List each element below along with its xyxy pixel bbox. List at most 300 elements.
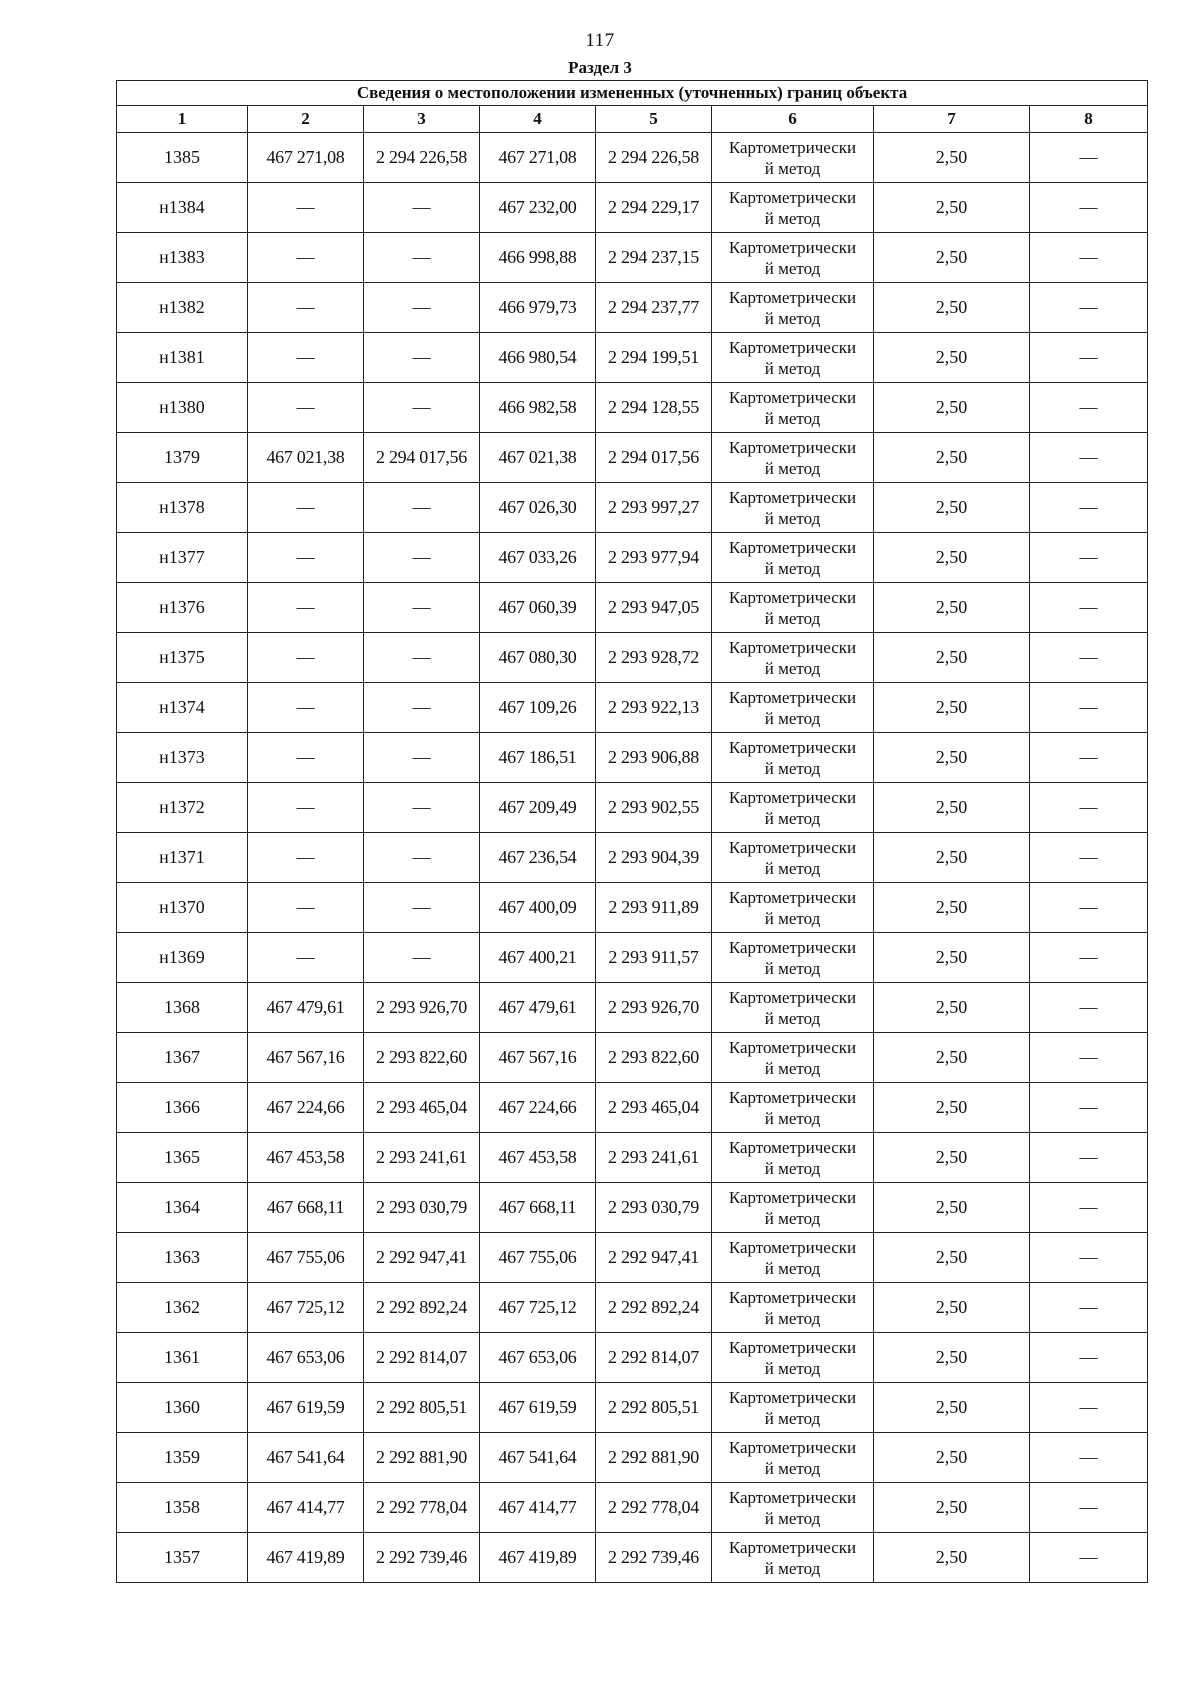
coord-y-cell: 2 292 947,41 <box>596 1233 712 1283</box>
coord-y-cell: — <box>364 533 480 583</box>
point-id-cell: н1383 <box>117 233 248 283</box>
point-id-cell: 1362 <box>117 1283 248 1333</box>
table-row <box>117 1533 1148 1583</box>
method-text-line: Картометрически <box>728 987 857 1007</box>
method-text-line: й метод <box>764 558 821 578</box>
coord-y-cell: 2 293 922,13 <box>596 683 712 733</box>
description-cell: — <box>1030 583 1148 633</box>
description-cell: — <box>1030 933 1148 983</box>
method-text-line: й метод <box>764 858 821 878</box>
method-cell <box>712 183 874 233</box>
coord-x-cell: 467 271,08 <box>248 133 364 183</box>
method-cell <box>712 483 874 533</box>
method-text-line: Картометрически <box>728 1137 857 1157</box>
method-text-line: й метод <box>764 508 821 528</box>
method-text-line: й метод <box>764 1258 821 1278</box>
point-id-cell: 1363 <box>117 1233 248 1283</box>
method-text-line: Картометрически <box>728 787 857 807</box>
coord-x-cell: 467 725,12 <box>248 1283 364 1333</box>
table-row <box>117 883 1148 933</box>
accuracy-cell: 2,50 <box>874 1083 1030 1133</box>
method-text-line: й метод <box>764 358 821 378</box>
coord-y-cell: 2 293 465,04 <box>364 1083 480 1133</box>
coord-x-cell: 467 209,49 <box>480 783 596 833</box>
method-cell <box>712 983 874 1033</box>
coord-y-cell: 2 293 926,70 <box>364 983 480 1033</box>
description-cell: — <box>1030 1133 1148 1183</box>
point-id-cell: н1374 <box>117 683 248 733</box>
method-text-line: й метод <box>764 808 821 828</box>
method-text-line: Картометрически <box>728 637 857 657</box>
point-id-cell: н1370 <box>117 883 248 933</box>
method-text-line: Картометрически <box>728 1337 857 1357</box>
coord-x-cell: 467 400,21 <box>480 933 596 983</box>
accuracy-cell: 2,50 <box>874 783 1030 833</box>
coord-x-cell: 466 980,54 <box>480 333 596 383</box>
table-row <box>117 1183 1148 1233</box>
method-text-line: й метод <box>764 1058 821 1078</box>
accuracy-cell: 2,50 <box>874 633 1030 683</box>
coord-y-cell: — <box>364 633 480 683</box>
method-text-line: й метод <box>764 1458 821 1478</box>
accuracy-cell: 2,50 <box>874 1033 1030 1083</box>
point-id-cell: н1381 <box>117 333 248 383</box>
coord-y-cell: 2 293 977,94 <box>596 533 712 583</box>
method-cell <box>712 283 874 333</box>
method-text-line: й метод <box>764 1508 821 1528</box>
accuracy-cell: 2,50 <box>874 283 1030 333</box>
description-cell: — <box>1030 683 1148 733</box>
point-id-cell: 1365 <box>117 1133 248 1183</box>
method-text-line: й метод <box>764 1008 821 1028</box>
coord-x-cell: 467 653,06 <box>248 1333 364 1383</box>
table-row <box>117 1283 1148 1333</box>
coord-x-cell: — <box>248 383 364 433</box>
point-id-cell: н1382 <box>117 283 248 333</box>
coord-y-cell: 2 292 739,46 <box>596 1533 712 1583</box>
method-text-line: Картометрически <box>728 837 857 857</box>
point-id-cell: 1359 <box>117 1433 248 1483</box>
method-text-line: Картометрически <box>728 1537 857 1557</box>
point-id-cell: 1361 <box>117 1333 248 1383</box>
accuracy-cell: 2,50 <box>874 1533 1030 1583</box>
description-cell: — <box>1030 1233 1148 1283</box>
description-cell: — <box>1030 233 1148 283</box>
coord-x-cell: 467 567,16 <box>480 1033 596 1083</box>
coord-x-cell: — <box>248 583 364 633</box>
coord-x-cell: 467 236,54 <box>480 833 596 883</box>
description-cell: — <box>1030 1333 1148 1383</box>
coord-y-cell: — <box>364 183 480 233</box>
coord-x-cell: 467 414,77 <box>480 1483 596 1533</box>
method-cell <box>712 1233 874 1283</box>
method-text-line: Картометрически <box>728 437 857 457</box>
method-text-line: й метод <box>764 608 821 628</box>
coord-y-cell: 2 294 237,15 <box>596 233 712 283</box>
coord-x-cell: 467 453,58 <box>480 1133 596 1183</box>
column-header: 6 <box>712 106 874 133</box>
coord-x-cell: 467 271,08 <box>480 133 596 183</box>
description-cell: — <box>1030 1533 1148 1583</box>
description-cell: — <box>1030 1283 1148 1333</box>
description-cell: — <box>1030 883 1148 933</box>
table-row <box>117 533 1148 583</box>
coord-x-cell: 467 033,26 <box>480 533 596 583</box>
column-header-row <box>117 106 1148 133</box>
accuracy-cell: 2,50 <box>874 133 1030 183</box>
coord-y-cell: — <box>364 233 480 283</box>
point-id-cell: 1364 <box>117 1183 248 1233</box>
table-row <box>117 183 1148 233</box>
accuracy-cell: 2,50 <box>874 733 1030 783</box>
coord-x-cell: — <box>248 483 364 533</box>
method-cell <box>712 533 874 583</box>
coord-x-cell: 467 109,26 <box>480 683 596 733</box>
point-id-cell: 1366 <box>117 1083 248 1133</box>
description-cell: — <box>1030 1483 1148 1533</box>
coord-x-cell: 467 479,61 <box>480 983 596 1033</box>
coord-y-cell: 2 293 928,72 <box>596 633 712 683</box>
coord-y-cell: 2 292 805,51 <box>364 1383 480 1433</box>
coord-y-cell: 2 294 017,56 <box>364 433 480 483</box>
table-row <box>117 1433 1148 1483</box>
method-text-line: Картометрически <box>728 1237 857 1257</box>
accuracy-cell: 2,50 <box>874 933 1030 983</box>
method-text-line: й метод <box>764 958 821 978</box>
method-text-line: Картометрически <box>728 537 857 557</box>
coord-x-cell: 467 224,66 <box>248 1083 364 1133</box>
method-text-line: Картометрически <box>728 187 857 207</box>
coord-y-cell: — <box>364 583 480 633</box>
coord-y-cell: 2 293 947,05 <box>596 583 712 633</box>
accuracy-cell: 2,50 <box>874 1283 1030 1333</box>
method-cell <box>712 1333 874 1383</box>
point-id-cell: н1384 <box>117 183 248 233</box>
coord-x-cell: 467 567,16 <box>248 1033 364 1083</box>
point-id-cell: 1360 <box>117 1383 248 1433</box>
accuracy-cell: 2,50 <box>874 583 1030 633</box>
method-text-line: Картометрически <box>728 587 857 607</box>
method-text-line: й метод <box>764 1158 821 1178</box>
method-cell <box>712 1383 874 1433</box>
method-text-line: Картометрически <box>728 237 857 257</box>
coord-x-cell: 467 021,38 <box>480 433 596 483</box>
coord-y-cell: 2 294 237,77 <box>596 283 712 333</box>
description-cell: — <box>1030 383 1148 433</box>
accuracy-cell: 2,50 <box>874 1383 1030 1433</box>
description-cell: — <box>1030 283 1148 333</box>
method-cell <box>712 1283 874 1333</box>
coord-x-cell: 467 541,64 <box>248 1433 364 1483</box>
coord-y-cell: 2 293 904,39 <box>596 833 712 883</box>
coord-y-cell: — <box>364 933 480 983</box>
method-cell <box>712 1083 874 1133</box>
method-text-line: Картометрически <box>728 1437 857 1457</box>
coord-x-cell: — <box>248 333 364 383</box>
coord-y-cell: — <box>364 883 480 933</box>
table-row <box>117 1133 1148 1183</box>
point-id-cell: 1368 <box>117 983 248 1033</box>
accuracy-cell: 2,50 <box>874 483 1030 533</box>
coord-x-cell: 467 400,09 <box>480 883 596 933</box>
accuracy-cell: 2,50 <box>874 883 1030 933</box>
method-text-line: й метод <box>764 1108 821 1128</box>
coord-y-cell: 2 293 241,61 <box>596 1133 712 1183</box>
coord-x-cell: 467 541,64 <box>480 1433 596 1483</box>
method-cell <box>712 1033 874 1083</box>
coord-x-cell: — <box>248 833 364 883</box>
method-text-line: й метод <box>764 308 821 328</box>
coord-y-cell: 2 293 902,55 <box>596 783 712 833</box>
method-text-line: Картометрически <box>728 337 857 357</box>
point-id-cell: 1358 <box>117 1483 248 1533</box>
coord-x-cell: 467 060,39 <box>480 583 596 633</box>
accuracy-cell: 2,50 <box>874 1333 1030 1383</box>
coord-y-cell: 2 292 814,07 <box>596 1333 712 1383</box>
method-text-line: Картометрически <box>728 737 857 757</box>
point-id-cell: 1379 <box>117 433 248 483</box>
description-cell: — <box>1030 733 1148 783</box>
description-cell: — <box>1030 433 1148 483</box>
column-header: 1 <box>117 106 248 133</box>
description-cell: — <box>1030 1033 1148 1083</box>
table-row <box>117 733 1148 783</box>
accuracy-cell: 2,50 <box>874 383 1030 433</box>
coord-y-cell: 2 294 128,55 <box>596 383 712 433</box>
method-text-line: Картометрически <box>728 1287 857 1307</box>
coord-y-cell: 2 294 199,51 <box>596 333 712 383</box>
method-cell <box>712 883 874 933</box>
table-row <box>117 1083 1148 1133</box>
description-cell: — <box>1030 1183 1148 1233</box>
coord-y-cell: 2 292 778,04 <box>596 1483 712 1533</box>
method-text-line: Картометрически <box>728 287 857 307</box>
description-cell: — <box>1030 983 1148 1033</box>
method-cell <box>712 383 874 433</box>
table-row <box>117 1233 1148 1283</box>
table-row <box>117 683 1148 733</box>
description-cell: — <box>1030 183 1148 233</box>
accuracy-cell: 2,50 <box>874 833 1030 883</box>
coord-y-cell: 2 294 017,56 <box>596 433 712 483</box>
accuracy-cell: 2,50 <box>874 1233 1030 1283</box>
description-cell: — <box>1030 1083 1148 1133</box>
coord-x-cell: 466 982,58 <box>480 383 596 433</box>
coord-y-cell: 2 292 881,90 <box>596 1433 712 1483</box>
coord-x-cell: — <box>248 683 364 733</box>
description-cell: — <box>1030 1433 1148 1483</box>
point-id-cell: 1385 <box>117 133 248 183</box>
method-text-line: й метод <box>764 1358 821 1378</box>
coord-x-cell: 467 224,66 <box>480 1083 596 1133</box>
coord-y-cell: 2 292 892,24 <box>596 1283 712 1333</box>
method-cell <box>712 933 874 983</box>
coord-x-cell: 467 755,06 <box>480 1233 596 1283</box>
page-number: 117 <box>585 30 615 51</box>
method-cell <box>712 333 874 383</box>
column-header: 7 <box>874 106 1030 133</box>
point-id-cell: н1377 <box>117 533 248 583</box>
accuracy-cell: 2,50 <box>874 1483 1030 1533</box>
method-text-line: Картометрически <box>728 937 857 957</box>
coord-y-cell: — <box>364 733 480 783</box>
method-text-line: й метод <box>764 258 821 278</box>
coord-x-cell: 467 619,59 <box>248 1383 364 1433</box>
coord-y-cell: 2 293 822,60 <box>364 1033 480 1083</box>
coord-x-cell: 467 414,77 <box>248 1483 364 1533</box>
method-text-line: й метод <box>764 458 821 478</box>
coord-x-cell: 466 998,88 <box>480 233 596 283</box>
method-cell <box>712 1433 874 1483</box>
method-cell <box>712 833 874 883</box>
method-text-line: Картометрически <box>728 487 857 507</box>
method-cell <box>712 583 874 633</box>
description-cell: — <box>1030 333 1148 383</box>
method-cell <box>712 1183 874 1233</box>
accuracy-cell: 2,50 <box>874 683 1030 733</box>
method-text-line: й метод <box>764 1208 821 1228</box>
coord-y-cell: 2 293 926,70 <box>596 983 712 1033</box>
point-id-cell: н1371 <box>117 833 248 883</box>
coord-x-cell: 467 755,06 <box>248 1233 364 1283</box>
coord-x-cell: — <box>248 783 364 833</box>
coord-y-cell: 2 292 739,46 <box>364 1533 480 1583</box>
accuracy-cell: 2,50 <box>874 1183 1030 1233</box>
accuracy-cell: 2,50 <box>874 183 1030 233</box>
table-row <box>117 1333 1148 1383</box>
coord-y-cell: 2 292 814,07 <box>364 1333 480 1383</box>
table-body <box>117 133 1148 1583</box>
coord-x-cell: — <box>248 183 364 233</box>
coord-x-cell: — <box>248 283 364 333</box>
description-cell: — <box>1030 533 1148 583</box>
table-row <box>117 933 1148 983</box>
method-text-line: Картометрически <box>728 387 857 407</box>
coord-y-cell: 2 293 822,60 <box>596 1033 712 1083</box>
coord-x-cell: 467 080,30 <box>480 633 596 683</box>
description-cell: — <box>1030 633 1148 683</box>
coord-x-cell: — <box>248 533 364 583</box>
table-row <box>117 583 1148 633</box>
coord-y-cell: 2 294 226,58 <box>596 133 712 183</box>
table-row <box>117 1383 1148 1433</box>
coord-y-cell: — <box>364 483 480 533</box>
table-row <box>117 333 1148 383</box>
method-cell <box>712 683 874 733</box>
coord-y-cell: 2 294 229,17 <box>596 183 712 233</box>
column-header: 8 <box>1030 106 1148 133</box>
point-id-cell: н1378 <box>117 483 248 533</box>
description-cell: — <box>1030 1383 1148 1433</box>
section-title: Раздел 3 <box>568 58 632 77</box>
coord-x-cell: 467 026,30 <box>480 483 596 533</box>
point-id-cell: н1373 <box>117 733 248 783</box>
point-id-cell: н1375 <box>117 633 248 683</box>
method-text-line: Картометрически <box>728 887 857 907</box>
coord-y-cell: 2 293 997,27 <box>596 483 712 533</box>
coord-x-cell: 467 619,59 <box>480 1383 596 1433</box>
method-text-line: Картометрически <box>728 1487 857 1507</box>
coord-x-cell: 467 479,61 <box>248 983 364 1033</box>
table-row <box>117 283 1148 333</box>
column-header: 4 <box>480 106 596 133</box>
description-cell: — <box>1030 133 1148 183</box>
method-text-line: й метод <box>764 158 821 178</box>
coord-y-cell: 2 292 881,90 <box>364 1433 480 1483</box>
coord-y-cell: 2 293 030,79 <box>596 1183 712 1233</box>
coord-y-cell: 2 292 805,51 <box>596 1383 712 1433</box>
coord-x-cell: 466 979,73 <box>480 283 596 333</box>
method-text-line: Картометрически <box>728 1187 857 1207</box>
method-text-line: й метод <box>764 758 821 778</box>
coord-x-cell: 467 419,89 <box>248 1533 364 1583</box>
coord-y-cell: 2 293 030,79 <box>364 1183 480 1233</box>
coord-y-cell: — <box>364 683 480 733</box>
table-row <box>117 383 1148 433</box>
accuracy-cell: 2,50 <box>874 533 1030 583</box>
accuracy-cell: 2,50 <box>874 333 1030 383</box>
coord-y-cell: 2 292 947,41 <box>364 1233 480 1283</box>
coord-x-cell: 467 021,38 <box>248 433 364 483</box>
accuracy-cell: 2,50 <box>874 1433 1030 1483</box>
method-text-line: Картометрически <box>728 1387 857 1407</box>
coord-x-cell: 467 186,51 <box>480 733 596 783</box>
column-header: 2 <box>248 106 364 133</box>
column-header: 5 <box>596 106 712 133</box>
coord-y-cell: 2 293 911,57 <box>596 933 712 983</box>
coord-x-cell: — <box>248 933 364 983</box>
method-cell <box>712 733 874 783</box>
coord-y-cell: — <box>364 833 480 883</box>
method-text-line: й метод <box>764 708 821 728</box>
coord-x-cell: 467 668,11 <box>480 1183 596 1233</box>
method-text-line: й метод <box>764 208 821 228</box>
coord-y-cell: 2 292 778,04 <box>364 1483 480 1533</box>
description-cell: — <box>1030 833 1148 883</box>
table-row <box>117 1483 1148 1533</box>
coord-y-cell: — <box>364 283 480 333</box>
coord-y-cell: 2 293 911,89 <box>596 883 712 933</box>
method-cell <box>712 1533 874 1583</box>
accuracy-cell: 2,50 <box>874 233 1030 283</box>
table-row <box>117 633 1148 683</box>
point-id-cell: н1376 <box>117 583 248 633</box>
point-id-cell: н1372 <box>117 783 248 833</box>
coord-x-cell: 467 668,11 <box>248 1183 364 1233</box>
coord-y-cell: — <box>364 383 480 433</box>
coord-x-cell: 467 232,00 <box>480 183 596 233</box>
coord-x-cell: 467 419,89 <box>480 1533 596 1583</box>
coord-x-cell: 467 725,12 <box>480 1283 596 1333</box>
coord-y-cell: — <box>364 783 480 833</box>
table-caption-row <box>117 81 1148 106</box>
coord-y-cell: 2 293 906,88 <box>596 733 712 783</box>
coord-x-cell: — <box>248 233 364 283</box>
method-cell <box>712 633 874 683</box>
method-text-line: й метод <box>764 1558 821 1578</box>
table-row <box>117 133 1148 183</box>
table-row <box>117 483 1148 533</box>
point-id-cell: 1357 <box>117 1533 248 1583</box>
method-text-line: Картометрически <box>728 687 857 707</box>
point-id-cell: н1369 <box>117 933 248 983</box>
boundary-table <box>116 80 1148 1583</box>
point-id-cell: 1367 <box>117 1033 248 1083</box>
coord-x-cell: — <box>248 633 364 683</box>
table-row <box>117 833 1148 883</box>
coord-y-cell: 2 293 465,04 <box>596 1083 712 1133</box>
method-text-line: й метод <box>764 1408 821 1428</box>
